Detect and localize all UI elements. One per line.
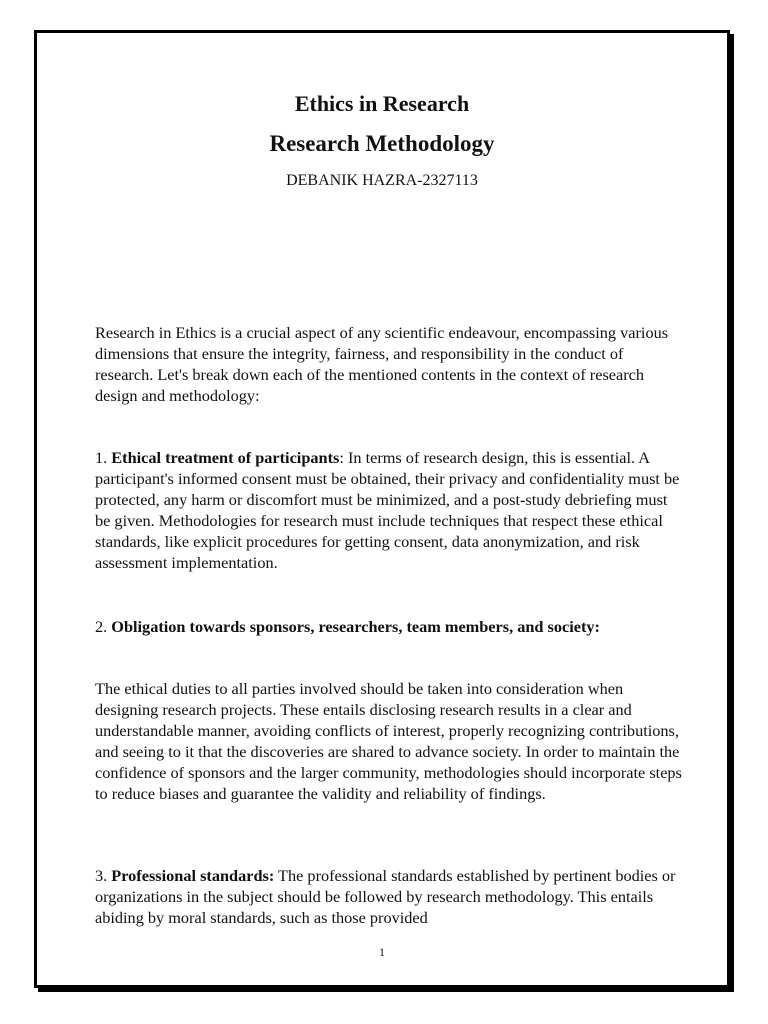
page-number: 1 bbox=[379, 945, 385, 959]
author-line: DEBANIK HAZRA-2327113 bbox=[286, 172, 478, 189]
document-title: Ethics in Research bbox=[294, 91, 470, 116]
section-2-heading-line bbox=[95, 616, 685, 637]
section-2-heading: Obligation towards sponsors, researchers, team members, and society: bbox=[111, 617, 600, 636]
section-2-paragraph: The ethical duties to all parties involved should be taken into consideration when designing research projects. These entails disclosing research results in a clear and understandable manner, avoiding conflicts of interest, properly recognizing contributions, and seeing to it that the discoveries are shared to advance society. In order to maintain the confidence of sponsors and the larger community, methodologies should incorporate steps to reduce biases and guarantee the validity and reliability of findings. bbox=[95, 679, 682, 803]
section-1-heading: Ethical treatment of participants bbox=[111, 448, 340, 467]
document-page bbox=[34, 30, 730, 988]
section-3-heading: Professional standards: bbox=[111, 866, 275, 885]
document-subtitle: Research Methodology bbox=[269, 131, 495, 156]
section-3-number: 3. bbox=[95, 866, 112, 885]
section-1-paragraph bbox=[95, 447, 685, 573]
section-1-number: 1. bbox=[95, 448, 112, 467]
section-1-text: : In terms of research design, this is essential. A participant's informed consent must be obtained, their privacy and confidentiality must be protected, any harm or discomfort must be minimized, and a post-study debriefing must be given. Methodologies for research must include techniques that respect these ethical standards, like explicit procedures for getting consent, data anonymization, and risk assessment implementation. bbox=[95, 448, 680, 572]
intro-paragraph: Research in Ethics is a crucial aspect of any scientific endeavour, encompassing various dimensions that ensure the integrity, fairness, and responsibility in the conduct of research. Let's break down each of the mentioned contents in the context of research design and methodology: bbox=[95, 323, 669, 405]
section-3-paragraph bbox=[95, 865, 685, 928]
section-3-text: The professional standards established by pertinent bodies or organizations in the subject should be followed by research methodology. This entails abiding by moral standards, such as those provided bbox=[95, 866, 676, 927]
section-2-number: 2. bbox=[95, 617, 112, 636]
